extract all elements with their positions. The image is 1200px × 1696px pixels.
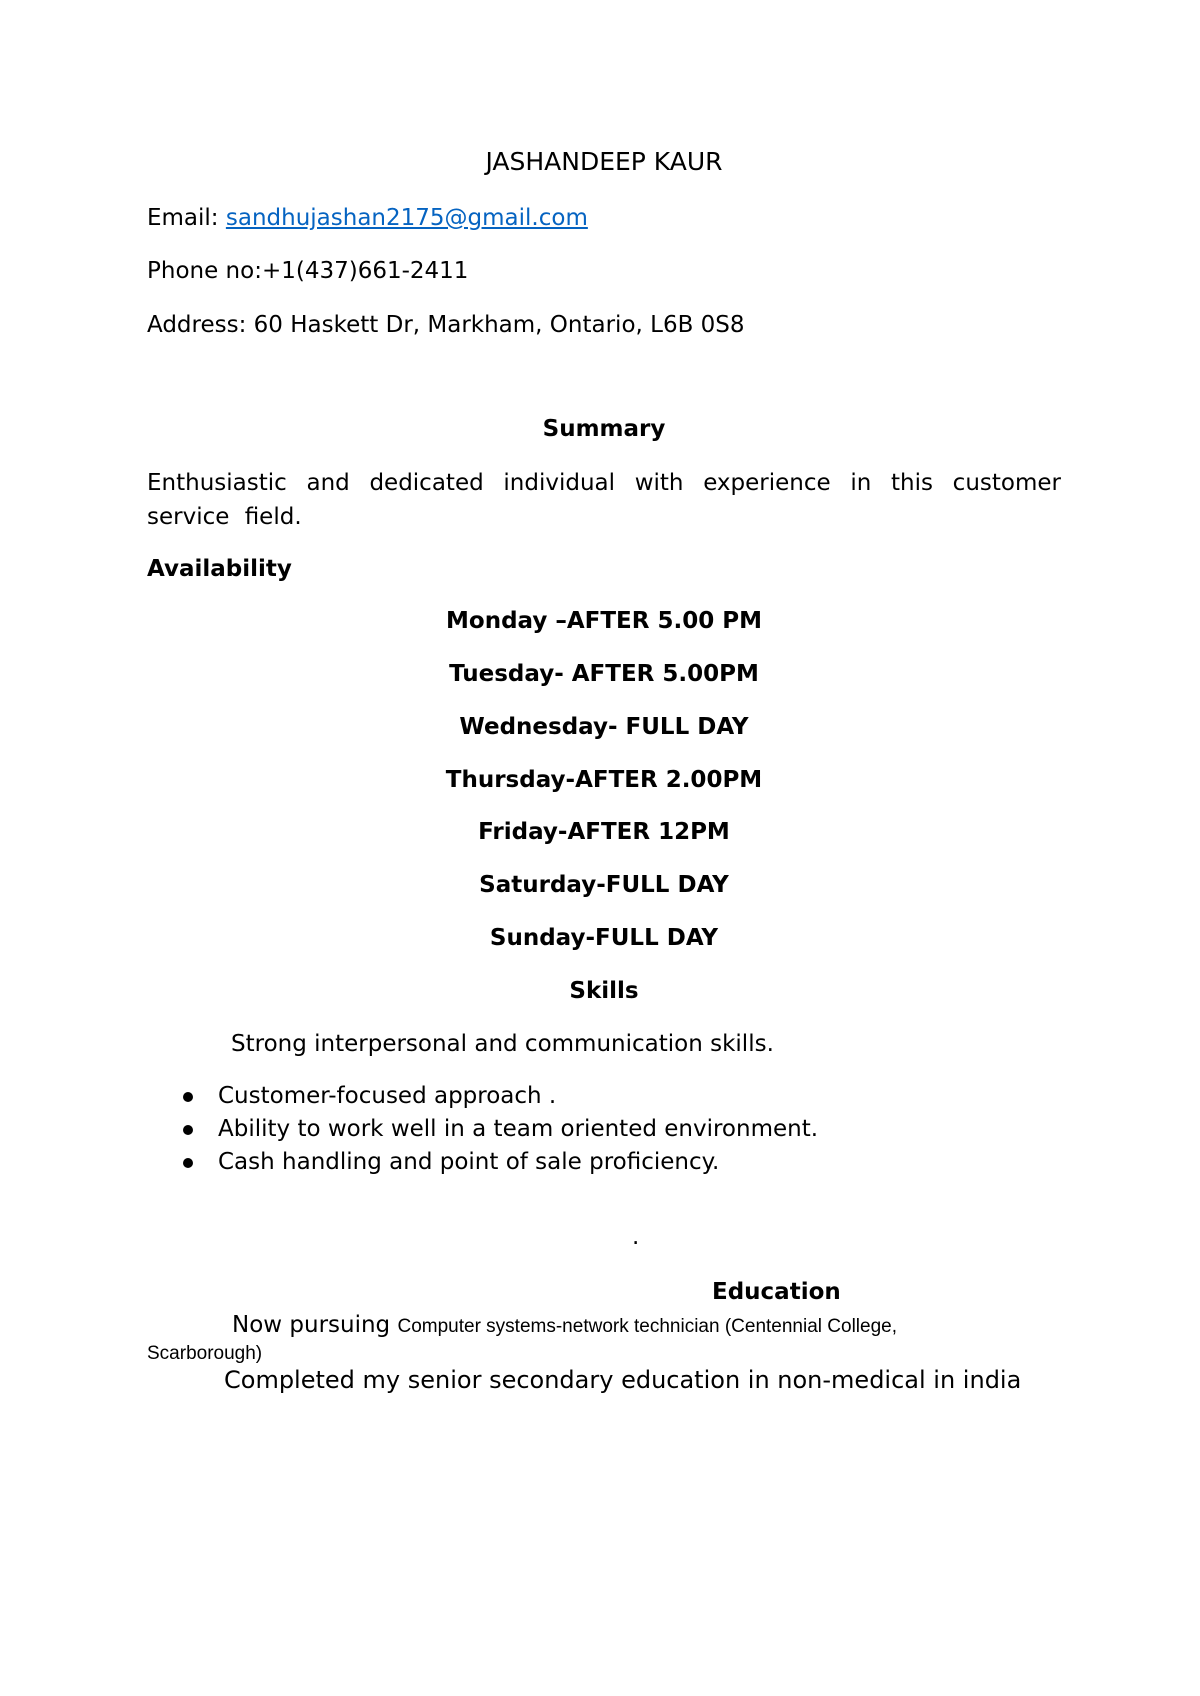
bullet-dot-icon: [183, 1092, 193, 1102]
list-item: [147, 1146, 818, 1179]
education-completed: Completed my senior secondary education in non-medical in india: [224, 1366, 1022, 1394]
email-link[interactable]: sandhujashan2175@gmail.com: [225, 205, 588, 231]
phone-line: Phone no:+1(437)661-2411: [147, 258, 469, 284]
pursuing-detail: Computer systems-network technician (Centennial College,: [397, 1316, 897, 1337]
availability-thursday: Thursday-AFTER 2.00PM: [445, 767, 763, 793]
skills-heading: Skills: [569, 978, 639, 1004]
address-line: Address: 60 Haskett Dr, Markham, Ontario, L6B 0S8: [147, 312, 745, 338]
candidate-name: JASHANDEEP KAUR: [485, 147, 723, 176]
skills-list: [147, 1080, 818, 1179]
availability-tuesday: Tuesday- AFTER 5.00PM: [449, 661, 759, 687]
list-item: [147, 1113, 818, 1146]
education-heading: Education: [712, 1279, 841, 1305]
skills-intro: Strong interpersonal and communication skills.: [231, 1031, 774, 1057]
list-item: [147, 1080, 818, 1113]
availability-sunday: Sunday-FULL DAY: [489, 925, 719, 951]
availability-friday: Friday-AFTER 12PM: [478, 819, 730, 845]
summary-heading: Summary: [542, 416, 666, 442]
pursuing-detail-cont: Scarborough): [147, 1343, 263, 1364]
skill-text: Cash handling and point of sale proficiency.: [218, 1149, 720, 1175]
skill-text: Ability to work well in a team oriented environment.: [218, 1116, 819, 1142]
education-pursuing-line: [232, 1311, 897, 1341]
availability-wednesday: Wednesday- FULL DAY: [459, 714, 749, 740]
summary-text: Enthusiastic and dedicated individual with experience in this customer service field.: [147, 470, 1061, 530]
availability-saturday: Saturday-FULL DAY: [479, 872, 729, 898]
availability-monday: Monday –AFTER 5.00 PM: [446, 608, 762, 634]
pursuing-prefix: Now pursuing: [232, 1312, 398, 1338]
bullet-dot-icon: [183, 1125, 193, 1135]
availability-heading: Availability: [147, 556, 292, 582]
skill-text: Customer-focused approach .: [218, 1083, 557, 1109]
email-label: Email:: [147, 205, 226, 231]
trailing-dot: .: [632, 1224, 640, 1250]
email-line: [147, 204, 588, 232]
bullet-dot-icon: [183, 1158, 193, 1168]
